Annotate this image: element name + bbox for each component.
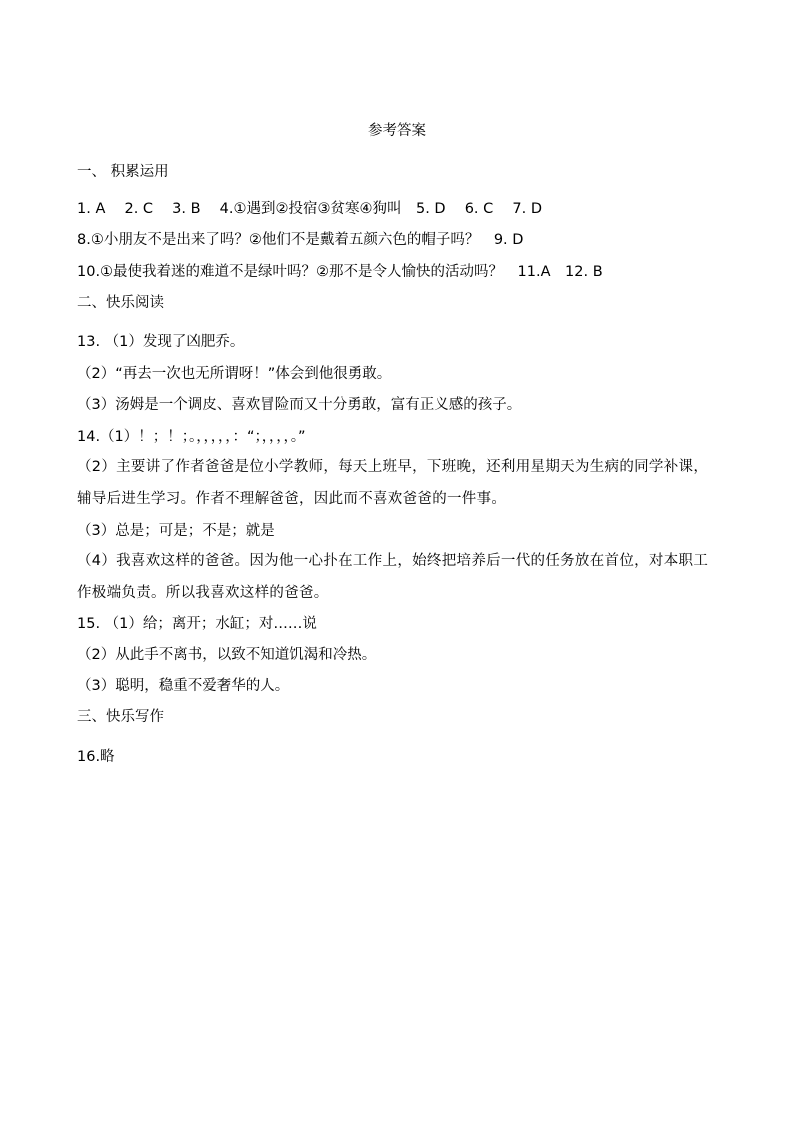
answer-13-1: 13. （1）发现了凶肥乔。 <box>77 334 245 350</box>
answer-line-1-7: 1. A 2. C 3. B 4.①遇到②投宿③贫寒④狗叫 5. D 6. C 7. D <box>77 201 542 217</box>
answer-14-3: （3）总是；可是；不是；就是 <box>77 523 275 539</box>
answer-14-2: （2）主要讲了作者爸爸是位小学教师，每天上班早，下班晚，还利用星期天为生病的同学补课，辅导后进生学习。作者不理解爸爸，因此而不喜欢爸爸的一件事。 <box>77 459 709 507</box>
answer-15-2: （2）从此手不离书，以致不知道饥渴和冷热。 <box>77 647 377 663</box>
answer-15-1: 15. （1）给；离开；水缸；对……说 <box>77 616 317 632</box>
section-heading-writing: 三、快乐写作 <box>77 709 164 725</box>
answer-13-2: （2）“再去一次也无所谓呀！”体会到他很勇敢。 <box>77 366 392 382</box>
answer-15-3: （3）聪明，稳重不爱奢华的人。 <box>77 678 290 694</box>
answer-13-3: （3）汤姆是一个调皮、喜欢冒险而又十分勇敢，富有正义感的孩子。 <box>77 397 522 413</box>
section-heading-reading: 二、快乐阅读 <box>77 295 164 311</box>
page-title: 参考答案 <box>368 123 426 139</box>
section-heading-accumulation: 一、 积累运用 <box>77 164 169 180</box>
answer-line-8-9: 8.①小朋友不是出来了吗？②他们不是戴着五颜六色的帽子吗？ 9. D <box>77 232 524 248</box>
answer-line-10-12: 10.①最使我着迷的难道不是绿叶吗？②那不是令人愉快的活动吗？ 11.A 12. B <box>77 264 603 280</box>
answer-14-1: 14.（1）！；！；。，，，，，：“；，，，，。” <box>77 429 306 445</box>
answer-16: 16.略 <box>77 749 115 765</box>
answer-14-4: （4）我喜欢这样的爸爸。因为他一心扑在工作上，始终把培养后一代的任务放在首位，对本职工作极端负责。所以我喜欢这样的爸爸。 <box>77 553 709 601</box>
